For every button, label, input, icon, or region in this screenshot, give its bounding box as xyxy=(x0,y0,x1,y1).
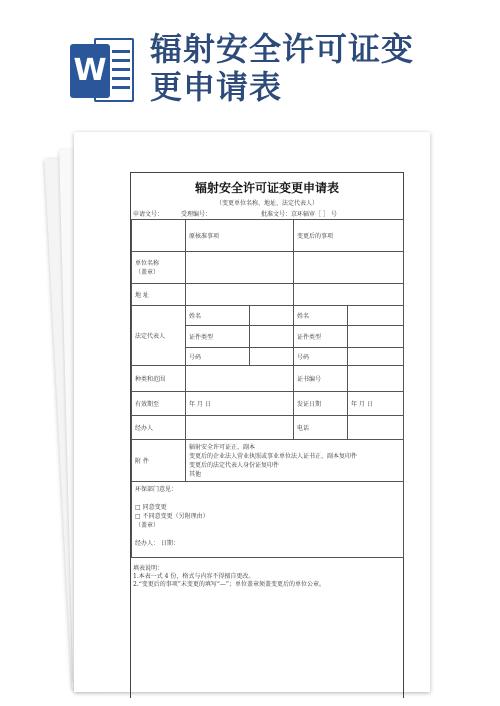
unit-name-label xyxy=(132,252,186,284)
document-page xyxy=(74,132,430,692)
table-row xyxy=(132,220,404,252)
new-name-field[interactable] xyxy=(348,306,404,326)
issue-date-field[interactable]: 年 月 日 xyxy=(348,392,404,416)
attach-item: 辐射安全许可证正、副本 xyxy=(189,443,256,451)
new-name-label: 姓名 xyxy=(294,306,348,326)
valid-date-field[interactable]: 年 月 日 xyxy=(186,392,294,416)
env-opinion-box xyxy=(132,482,404,558)
approve-no: 批准文号：京环辐审［ ］ 号 xyxy=(261,211,337,218)
env-opinion-label: 环保部门意见： xyxy=(135,486,178,493)
orig-id-type-label: 证件类型 xyxy=(186,326,250,348)
document-title: 辐射安全许可证变更申请表 xyxy=(194,181,339,195)
attach-label: 附 件 xyxy=(132,440,186,482)
word-document-icon xyxy=(70,38,134,102)
unit-name-text: 单位名称 xyxy=(135,259,160,267)
handler-field[interactable] xyxy=(186,416,294,440)
table-row xyxy=(132,482,404,558)
application-form-table xyxy=(131,219,404,558)
banner-title xyxy=(150,30,490,106)
orig-name-field[interactable] xyxy=(250,306,294,326)
cert-no-label: 证书编号 xyxy=(294,366,348,392)
document-subtitle: （变更单位名称、地址、法定代表人） xyxy=(215,200,318,207)
form-notes xyxy=(131,565,403,589)
category-scope-field[interactable] xyxy=(186,366,294,392)
new-unit-name-field[interactable] xyxy=(294,252,404,284)
new-id-type-label: 证件类型 xyxy=(294,326,348,348)
attach-list xyxy=(186,440,404,482)
unit-seal-text: （盖章） xyxy=(135,268,160,276)
document-frame xyxy=(130,172,404,698)
new-address-field[interactable] xyxy=(294,284,404,306)
orig-id-type-field[interactable] xyxy=(250,326,294,348)
empty-cell xyxy=(132,220,186,252)
attach-item: 变更后的企业法人营业执照或事业单位法人证书正、副本复印件 xyxy=(189,452,358,460)
orig-id-no-field[interactable] xyxy=(250,348,294,366)
word-letter: W xyxy=(70,44,110,98)
table-row xyxy=(132,366,404,392)
apply-no: 申请文号： xyxy=(133,211,164,218)
note-item: 1.本表一式 4 份，格式与内容不得擅自更改。 xyxy=(133,573,255,580)
seal-text: （盖章） xyxy=(135,522,160,529)
disagree-checkbox[interactable]: □ 不同意变更（另附理由） xyxy=(135,513,209,520)
table-row xyxy=(132,306,404,326)
phone-label: 电话 xyxy=(294,416,348,440)
orig-name-label: 姓名 xyxy=(186,306,250,326)
phone-field[interactable] xyxy=(348,416,404,440)
new-id-no-label: 号码 xyxy=(294,348,348,366)
agree-checkbox[interactable]: □ 同意变更 xyxy=(135,504,167,511)
table-row xyxy=(132,416,404,440)
orig-header: 原核准事项 xyxy=(186,220,294,252)
address-label: 地 址 xyxy=(132,284,186,306)
legal-rep-label: 法定代表人 xyxy=(132,306,186,366)
attach-item: 变更后的法定代表人身份证复印件 xyxy=(189,461,280,469)
note-item: 2.“变更后的事项”未变更的填写“—”；单位盖章须盖变更后的单位公章。 xyxy=(133,581,325,588)
banner-title-line1: 辐射安全许可证变 xyxy=(150,30,415,68)
notes-heading: 填表说明： xyxy=(133,565,164,572)
table-row xyxy=(132,392,404,416)
table-row xyxy=(132,440,404,482)
banner xyxy=(0,0,500,140)
handler-label: 经办人 xyxy=(132,416,186,440)
new-id-no-field[interactable] xyxy=(348,348,404,366)
handler-date-text: 经办人： 日期： xyxy=(135,540,179,547)
issue-date-label: 发证日期 xyxy=(294,392,348,416)
attach-item: 其他 xyxy=(189,470,202,478)
orig-id-no-label: 号码 xyxy=(186,348,250,366)
cert-no-field[interactable] xyxy=(348,366,404,392)
new-header: 变更后的事项 xyxy=(294,220,404,252)
table-row xyxy=(132,252,404,284)
accept-no: 受理编号： xyxy=(181,211,212,218)
valid-period-label: 有效期至 xyxy=(132,392,186,416)
banner-title-line2: 更申请表 xyxy=(150,68,283,106)
new-id-type-field[interactable] xyxy=(348,326,404,348)
orig-address-field[interactable] xyxy=(186,284,294,306)
orig-unit-name-field[interactable] xyxy=(186,252,294,284)
table-row xyxy=(132,284,404,306)
category-scope-label: 种类和范围 xyxy=(132,366,186,392)
